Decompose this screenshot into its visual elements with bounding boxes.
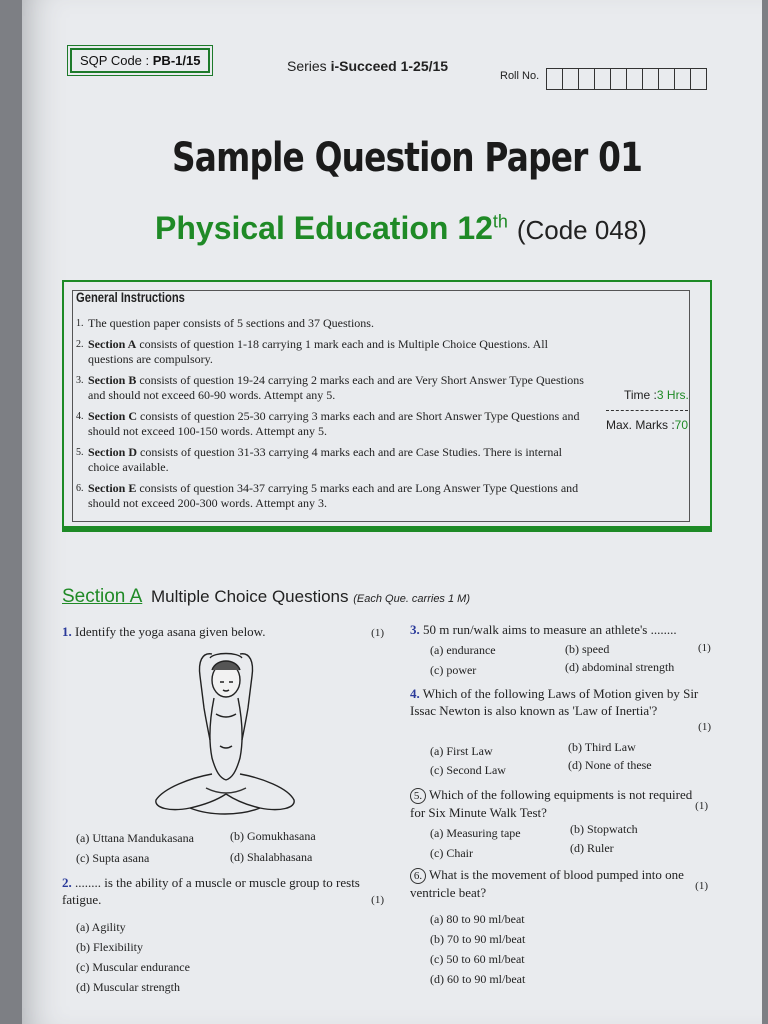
instruction-item: 1. The question paper consists of 5 sections and 37 Questions. [76, 316, 374, 330]
question-text: Identify the yoga asana given below. [75, 624, 266, 639]
question-6 [410, 866, 708, 901]
question-text: Which of the following Laws of Motion given by Sir Issac Newton is also known as 'Law of Inertia'? [410, 686, 699, 718]
question-number: 2. [62, 875, 72, 890]
q6-option-b: (b) 70 to 90 ml/beat [430, 932, 526, 946]
question-5 [410, 786, 708, 821]
instruction-item: 5. Section D consists of question 31-33 carrying 4 marks each and are Case Studies. There is internal choice available. [76, 445, 562, 474]
q6-option-c: (c) 50 to 60 ml/beat [430, 952, 525, 966]
q3-option-b: (b) speed [565, 642, 610, 656]
section-heading [62, 586, 470, 608]
question-number: 6. [410, 868, 426, 884]
q5-option-c: (c) Chair [430, 846, 473, 860]
question-3 [410, 621, 715, 638]
question-text: Which of the following equipments is not required for Six Minute Walk Test? [410, 787, 693, 820]
q3-option-c: (c) power [430, 663, 477, 677]
q4-option-c: (c) Second Law [430, 763, 506, 777]
question-text: ........ is the ability of a muscle or muscle group to rests fatigue. [62, 875, 360, 907]
question-mark: (1) [695, 800, 708, 812]
q3-mark: (1) [698, 642, 711, 654]
q3-option-a: (a) endurance [430, 643, 496, 657]
question-text: What is the movement of blood pumped into one ventricle beat? [410, 867, 684, 900]
q4-option-a: (a) First Law [430, 744, 493, 758]
question-number: 5. [410, 788, 426, 804]
subject-title [155, 210, 647, 247]
q2-option-a: (a) Agility [76, 920, 126, 934]
roll-number-boxes [546, 68, 707, 90]
q4-option-b: (b) Third Law [568, 740, 636, 754]
page-title: Sample Question Paper 01 [172, 135, 643, 181]
instruction-item: 6. Section E consists of question 34-37 carrying 5 marks each and are Long Answer Type Questions and should not exceed 200-300 words. Attempt any 3. [76, 481, 579, 510]
q6-option-d: (d) 60 to 90 ml/beat [430, 972, 526, 986]
series-value: i-Succeed 1-25/15 [330, 58, 449, 74]
section-label: Section A [62, 586, 143, 607]
question-number: 1. [62, 624, 72, 639]
divider [606, 410, 688, 411]
question-text: 50 m run/walk aims to measure an athlete's ........ [423, 622, 677, 637]
subject-name: Physical Education 12 [155, 210, 493, 246]
instructions-heading: General Instructions [76, 289, 185, 305]
q1-option-c: (c) Supta asana [76, 851, 150, 865]
series [287, 58, 448, 74]
instruction-item: 2. Section A consists of question 1-18 carrying 1 mark each and is Multiple Choice Questions. All questions are compulsory. [76, 337, 548, 366]
time-allowed: Time :3 Hrs. [624, 388, 689, 402]
subject-code: (Code 048) [516, 215, 647, 245]
instruction-item: 4. Section C consists of question 25-30 carrying 3 marks each and are Short Answer Type Questions and should not exceed 100-150 words. Attempt any 5. [76, 409, 580, 438]
question-4 [410, 685, 715, 733]
roll-label: Roll No. [500, 70, 540, 82]
sqp-code-box [70, 48, 210, 73]
question-1 [62, 623, 388, 640]
q1-option-d: (d) Shalabhasana [230, 850, 313, 864]
question-mark: (1) [371, 894, 384, 906]
q2-option-d: (d) Muscular strength [76, 980, 180, 994]
q5-option-a: (a) Measuring tape [430, 826, 521, 840]
question-mark: (1) [698, 721, 711, 733]
section-note: (Each Que. carries 1 M) [353, 593, 470, 605]
section-title: Multiple Choice Questions [151, 587, 349, 606]
series-label: Series [287, 58, 327, 74]
q4-option-d: (d) None of these [568, 758, 652, 772]
max-marks: Max. Marks :70 [606, 418, 689, 432]
question-mark: (1) [371, 627, 384, 639]
q2-option-c: (c) Muscular endurance [76, 960, 190, 974]
q1-option-a: (a) Uttana Mandukasana [76, 831, 194, 845]
instructions-list [76, 316, 586, 517]
subject-sup: th [492, 211, 508, 232]
q6-option-a: (a) 80 to 90 ml/beat [430, 912, 525, 926]
question-number: 4. [410, 686, 420, 701]
question-2 [62, 874, 388, 908]
q3-option-d: (d) abdominal strength [565, 660, 675, 674]
instruction-item: 3. Section B consists of question 19-24 carrying 2 marks each and are Very Short Answer Type Questions and should not exceed 60-90 words. Attempt any 5. [76, 373, 584, 402]
q5-option-b: (b) Stopwatch [570, 822, 638, 836]
sqp-code: PB-1/15 [152, 53, 201, 68]
q1-option-b: (b) Gomukhasana [230, 829, 316, 843]
question-mark: (1) [695, 880, 708, 892]
sqp-label: SQP Code : [80, 53, 150, 68]
q2-option-b: (b) Flexibility [76, 940, 143, 954]
yoga-asana-illustration [150, 648, 300, 823]
q5-option-d: (d) Ruler [570, 841, 614, 855]
question-number: 3. [410, 622, 420, 637]
